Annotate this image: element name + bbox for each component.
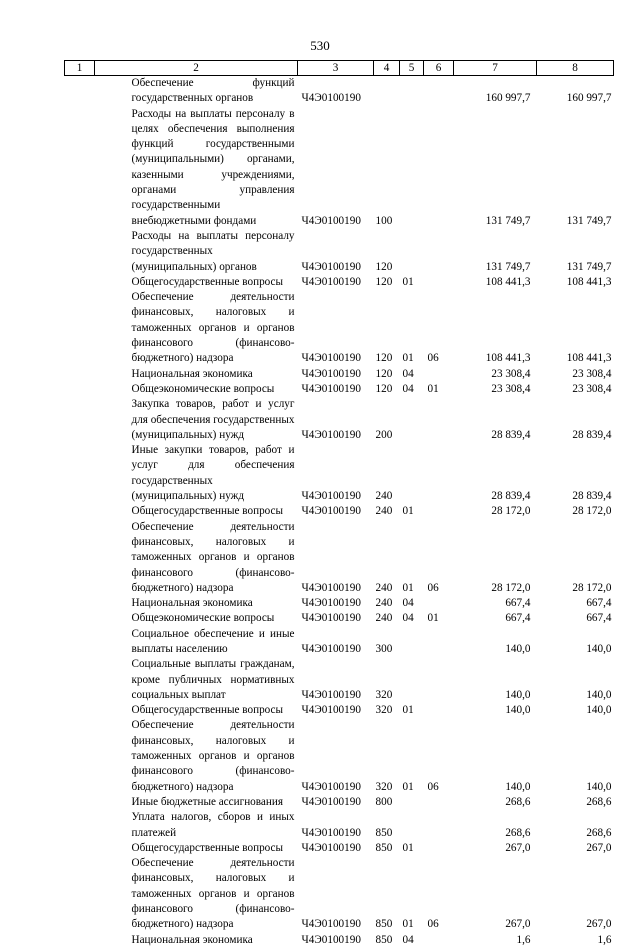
cell-amount: 268,6 bbox=[505, 795, 531, 808]
cell-subsection bbox=[424, 810, 454, 841]
cell-expense-type: 240 bbox=[375, 597, 393, 610]
cell-index bbox=[65, 397, 95, 443]
cell-amount: 160 997,7 bbox=[485, 92, 531, 105]
table-row bbox=[65, 810, 614, 841]
cell-expense-type: 120 bbox=[375, 352, 393, 365]
cell-subsection bbox=[424, 367, 454, 382]
cell-expense-type: 850 bbox=[375, 826, 393, 839]
table-row bbox=[65, 107, 614, 229]
cell-subsection: 01 bbox=[427, 612, 439, 625]
cell-amount: 28 839,4 bbox=[491, 490, 531, 503]
cell-amount: 28 172,0 bbox=[491, 505, 531, 518]
cell-expense-type: 240 bbox=[375, 612, 393, 625]
cell-section bbox=[400, 657, 424, 703]
cell-index bbox=[65, 382, 95, 397]
cell-expense-type: 850 bbox=[375, 933, 393, 946]
cell-expense-name: Иные закупки товаров, работ и услуг для обеспечения государственных (муниципальных) нужд bbox=[131, 444, 295, 503]
cell-amount: 140,0 bbox=[505, 642, 531, 655]
cell-expense-name: Расходы на выплаты персоналу государственных (муниципальных) органов bbox=[131, 229, 295, 273]
cell-subsection: 06 bbox=[427, 352, 439, 365]
cell-target-code: Ч4Э0100190 bbox=[301, 352, 361, 365]
cell-section: 01 bbox=[402, 352, 414, 365]
cell-expense-type: 850 bbox=[375, 841, 393, 854]
cell-index bbox=[65, 275, 95, 290]
cell-amount-total: 267,0 bbox=[586, 918, 612, 931]
cell-expense-name: Общегосударственные вопросы bbox=[131, 275, 284, 288]
cell-target-code: Ч4Э0100190 bbox=[301, 505, 361, 518]
cell-expense-type: 120 bbox=[375, 367, 393, 380]
cell-amount: 108 441,3 bbox=[485, 352, 531, 365]
cell-section: 04 bbox=[402, 933, 414, 946]
column-header: 5 bbox=[400, 61, 424, 76]
cell-section bbox=[400, 627, 424, 658]
table-row bbox=[65, 856, 614, 932]
cell-expense-name: Обеспечение деятельности финансовых, налоговых и таможенных органов и органов финансового (финансово-бюджетного) надзора bbox=[131, 857, 295, 931]
table-row bbox=[65, 841, 614, 856]
cell-subsection bbox=[424, 76, 454, 107]
cell-subsection: 06 bbox=[427, 918, 439, 931]
cell-target-code: Ч4Э0100190 bbox=[301, 382, 361, 395]
cell-section: 01 bbox=[402, 918, 414, 931]
cell-expense-type: 800 bbox=[375, 795, 393, 808]
cell-index bbox=[65, 367, 95, 382]
cell-expense-name: Уплата налогов, сборов и иных платежей bbox=[131, 811, 295, 839]
cell-section bbox=[400, 443, 424, 504]
cell-subsection bbox=[424, 703, 454, 718]
cell-expense-name: Обеспечение функций государственных органов bbox=[131, 77, 295, 105]
cell-section bbox=[400, 107, 424, 229]
cell-target-code: Ч4Э0100190 bbox=[301, 704, 361, 717]
cell-section: 01 bbox=[402, 275, 414, 288]
cell-amount-total: 140,0 bbox=[586, 780, 612, 793]
cell-amount: 23 308,4 bbox=[491, 382, 531, 395]
cell-amount-total: 268,6 bbox=[586, 795, 612, 808]
cell-expense-name: Расходы на выплаты персоналу в целях обеспечения выполнения функций государственными (муниципальными) органами, казенными учреждениями, органами управления государственными внебюджетными фондами bbox=[131, 107, 295, 227]
column-header: 7 bbox=[454, 61, 537, 76]
table-row bbox=[65, 718, 614, 794]
cell-target-code: Ч4Э0100190 bbox=[301, 214, 361, 227]
table-row bbox=[65, 76, 614, 107]
cell-amount-total: 140,0 bbox=[586, 704, 612, 717]
cell-section bbox=[400, 229, 424, 275]
cell-amount-total: 28 839,4 bbox=[572, 490, 612, 503]
cell-amount: 667,4 bbox=[505, 597, 531, 610]
cell-subsection bbox=[424, 627, 454, 658]
table-row bbox=[65, 596, 614, 611]
table-row bbox=[65, 520, 614, 596]
cell-amount: 1,6 bbox=[516, 933, 531, 946]
cell-amount-total: 267,0 bbox=[586, 841, 612, 854]
table-row bbox=[65, 275, 614, 290]
budget-table bbox=[64, 60, 614, 948]
cell-index bbox=[65, 718, 95, 794]
cell-target-code: Ч4Э0100190 bbox=[301, 92, 361, 105]
cell-expense-name: Социальные выплаты гражданам, кроме публичных нормативных социальных выплат bbox=[131, 658, 295, 701]
cell-expense-type: 320 bbox=[375, 780, 393, 793]
cell-expense-name: Общегосударственные вопросы bbox=[131, 841, 284, 854]
column-header: 3 bbox=[298, 61, 374, 76]
column-header: 2 bbox=[95, 61, 298, 76]
cell-amount-total: 28 172,0 bbox=[572, 505, 612, 518]
cell-section: 01 bbox=[402, 505, 414, 518]
cell-amount-total: 667,4 bbox=[586, 597, 612, 610]
cell-expense-type: 300 bbox=[375, 642, 393, 655]
table-header bbox=[65, 61, 614, 76]
cell-amount: 140,0 bbox=[505, 688, 531, 701]
cell-subsection bbox=[424, 657, 454, 703]
cell-expense-type: 240 bbox=[375, 505, 393, 518]
cell-amount: 140,0 bbox=[505, 780, 531, 793]
cell-amount-total: 140,0 bbox=[586, 688, 612, 701]
cell-target-code: Ч4Э0100190 bbox=[301, 780, 361, 793]
cell-expense-name: Национальная экономика bbox=[131, 933, 253, 946]
cell-target-code: Ч4Э0100190 bbox=[301, 597, 361, 610]
table-row bbox=[65, 933, 614, 948]
cell-expense-type: 240 bbox=[375, 581, 393, 594]
table-row bbox=[65, 504, 614, 519]
cell-subsection: 01 bbox=[427, 382, 439, 395]
cell-subsection bbox=[424, 596, 454, 611]
cell-amount-total: 108 441,3 bbox=[566, 275, 612, 288]
cell-amount-total: 131 749,7 bbox=[566, 214, 612, 227]
cell-subsection bbox=[424, 933, 454, 948]
cell-section: 04 bbox=[402, 382, 414, 395]
column-header: 8 bbox=[537, 61, 614, 76]
table-row bbox=[65, 382, 614, 397]
cell-expense-type: 240 bbox=[375, 490, 393, 503]
column-header: 6 bbox=[424, 61, 454, 76]
cell-expense-name: Общеэкономические вопросы bbox=[131, 612, 275, 625]
cell-target-code: Ч4Э0100190 bbox=[301, 826, 361, 839]
cell-index bbox=[65, 841, 95, 856]
cell-section: 04 bbox=[402, 597, 414, 610]
cell-subsection bbox=[424, 795, 454, 810]
cell-index bbox=[65, 443, 95, 504]
cell-target-code: Ч4Э0100190 bbox=[301, 918, 361, 931]
cell-amount: 108 441,3 bbox=[485, 275, 531, 288]
cell-index bbox=[65, 290, 95, 366]
cell-index bbox=[65, 657, 95, 703]
cell-index bbox=[65, 795, 95, 810]
cell-amount: 140,0 bbox=[505, 704, 531, 717]
cell-index bbox=[65, 107, 95, 229]
cell-section: 01 bbox=[402, 841, 414, 854]
cell-amount: 667,4 bbox=[505, 612, 531, 625]
table-row bbox=[65, 657, 614, 703]
cell-subsection bbox=[424, 229, 454, 275]
cell-subsection bbox=[424, 107, 454, 229]
cell-amount-total: 23 308,4 bbox=[572, 367, 612, 380]
cell-expense-type: 850 bbox=[375, 918, 393, 931]
cell-amount-total: 667,4 bbox=[586, 612, 612, 625]
cell-subsection bbox=[424, 397, 454, 443]
cell-expense-name: Общеэкономические вопросы bbox=[131, 382, 275, 395]
cell-expense-name: Общегосударственные вопросы bbox=[131, 505, 284, 518]
cell-amount: 131 749,7 bbox=[485, 214, 531, 227]
cell-expense-name: Национальная экономика bbox=[131, 367, 253, 380]
cell-expense-type: 120 bbox=[375, 275, 393, 288]
cell-expense-name: Закупка товаров, работ и услуг для обеспечения государственных (муниципальных) нужд bbox=[131, 398, 295, 441]
table-row bbox=[65, 229, 614, 275]
cell-target-code: Ч4Э0100190 bbox=[301, 612, 361, 625]
cell-expense-name: Национальная экономика bbox=[131, 597, 253, 610]
cell-expense-name: Социальное обеспечение и иные выплаты населению bbox=[131, 627, 295, 655]
cell-subsection: 06 bbox=[427, 780, 439, 793]
cell-index bbox=[65, 627, 95, 658]
cell-amount-total: 140,0 bbox=[586, 642, 612, 655]
cell-index bbox=[65, 856, 95, 932]
cell-amount: 28 839,4 bbox=[491, 428, 531, 441]
table-row bbox=[65, 611, 614, 626]
cell-amount-total: 268,6 bbox=[586, 826, 612, 839]
cell-amount-total: 28 172,0 bbox=[572, 581, 612, 594]
cell-target-code: Ч4Э0100190 bbox=[301, 275, 361, 288]
page-number: 530 bbox=[310, 38, 330, 53]
cell-amount-total: 131 749,7 bbox=[566, 260, 612, 273]
table-row bbox=[65, 443, 614, 504]
cell-section: 01 bbox=[402, 780, 414, 793]
cell-subsection bbox=[424, 443, 454, 504]
cell-index bbox=[65, 810, 95, 841]
cell-target-code: Ч4Э0100190 bbox=[301, 688, 361, 701]
table-row bbox=[65, 397, 614, 443]
cell-expense-name: Обеспечение деятельности финансовых, налоговых и таможенных органов и органов финансового (финансово-бюджетного) надзора bbox=[131, 291, 295, 365]
cell-index bbox=[65, 76, 95, 107]
cell-section bbox=[400, 795, 424, 810]
cell-expense-type: 320 bbox=[375, 704, 393, 717]
table-row bbox=[65, 627, 614, 658]
table-row bbox=[65, 795, 614, 810]
cell-expense-name: Общегосударственные вопросы bbox=[131, 704, 284, 717]
cell-target-code: Ч4Э0100190 bbox=[301, 490, 361, 503]
cell-index bbox=[65, 611, 95, 626]
cell-index bbox=[65, 229, 95, 275]
cell-target-code: Ч4Э0100190 bbox=[301, 795, 361, 808]
cell-amount-total: 1,6 bbox=[597, 933, 612, 946]
cell-amount-total: 23 308,4 bbox=[572, 382, 612, 395]
cell-expense-type: 120 bbox=[375, 260, 393, 273]
cell-section: 04 bbox=[402, 367, 414, 380]
cell-section bbox=[400, 76, 424, 107]
cell-expense-name: Иные бюджетные ассигнования bbox=[131, 795, 283, 808]
cell-expense-type: 120 bbox=[375, 382, 393, 395]
cell-amount: 28 172,0 bbox=[491, 581, 531, 594]
cell-target-code: Ч4Э0100190 bbox=[301, 428, 361, 441]
cell-amount-total: 160 997,7 bbox=[566, 92, 612, 105]
cell-expense-type bbox=[374, 76, 400, 107]
cell-index bbox=[65, 504, 95, 519]
cell-expense-name: Обеспечение деятельности финансовых, налоговых и таможенных органов и органов финансового (финансово-бюджетного) надзора bbox=[131, 520, 295, 594]
cell-section: 01 bbox=[402, 704, 414, 717]
cell-target-code: Ч4Э0100190 bbox=[301, 841, 361, 854]
table-row bbox=[65, 367, 614, 382]
cell-section: 04 bbox=[402, 612, 414, 625]
table-row bbox=[65, 703, 614, 718]
column-header: 1 bbox=[65, 61, 95, 76]
cell-target-code: Ч4Э0100190 bbox=[301, 260, 361, 273]
column-header: 4 bbox=[374, 61, 400, 76]
cell-subsection bbox=[424, 504, 454, 519]
table-row bbox=[65, 290, 614, 366]
cell-target-code: Ч4Э0100190 bbox=[301, 933, 361, 946]
cell-subsection bbox=[424, 841, 454, 856]
cell-section bbox=[400, 810, 424, 841]
cell-target-code: Ч4Э0100190 bbox=[301, 367, 361, 380]
cell-amount: 267,0 bbox=[505, 918, 531, 931]
cell-amount: 131 749,7 bbox=[485, 260, 531, 273]
cell-expense-type: 320 bbox=[375, 688, 393, 701]
cell-subsection: 06 bbox=[427, 581, 439, 594]
cell-amount-total: 28 839,4 bbox=[572, 428, 612, 441]
cell-index bbox=[65, 596, 95, 611]
cell-index bbox=[65, 703, 95, 718]
cell-amount: 267,0 bbox=[505, 841, 531, 854]
cell-section bbox=[400, 397, 424, 443]
cell-expense-type: 100 bbox=[375, 214, 393, 227]
cell-amount: 268,6 bbox=[505, 826, 531, 839]
cell-amount: 23 308,4 bbox=[491, 367, 531, 380]
cell-subsection bbox=[424, 275, 454, 290]
cell-section: 01 bbox=[402, 581, 414, 594]
cell-expense-type: 200 bbox=[375, 428, 393, 441]
cell-index bbox=[65, 933, 95, 948]
cell-target-code: Ч4Э0100190 bbox=[301, 642, 361, 655]
cell-target-code: Ч4Э0100190 bbox=[301, 581, 361, 594]
cell-index bbox=[65, 520, 95, 596]
cell-expense-name: Обеспечение деятельности финансовых, налоговых и таможенных органов и органов финансового (финансово-бюджетного) надзора bbox=[131, 719, 295, 793]
cell-amount-total: 108 441,3 bbox=[566, 352, 612, 365]
table-body bbox=[65, 76, 614, 948]
